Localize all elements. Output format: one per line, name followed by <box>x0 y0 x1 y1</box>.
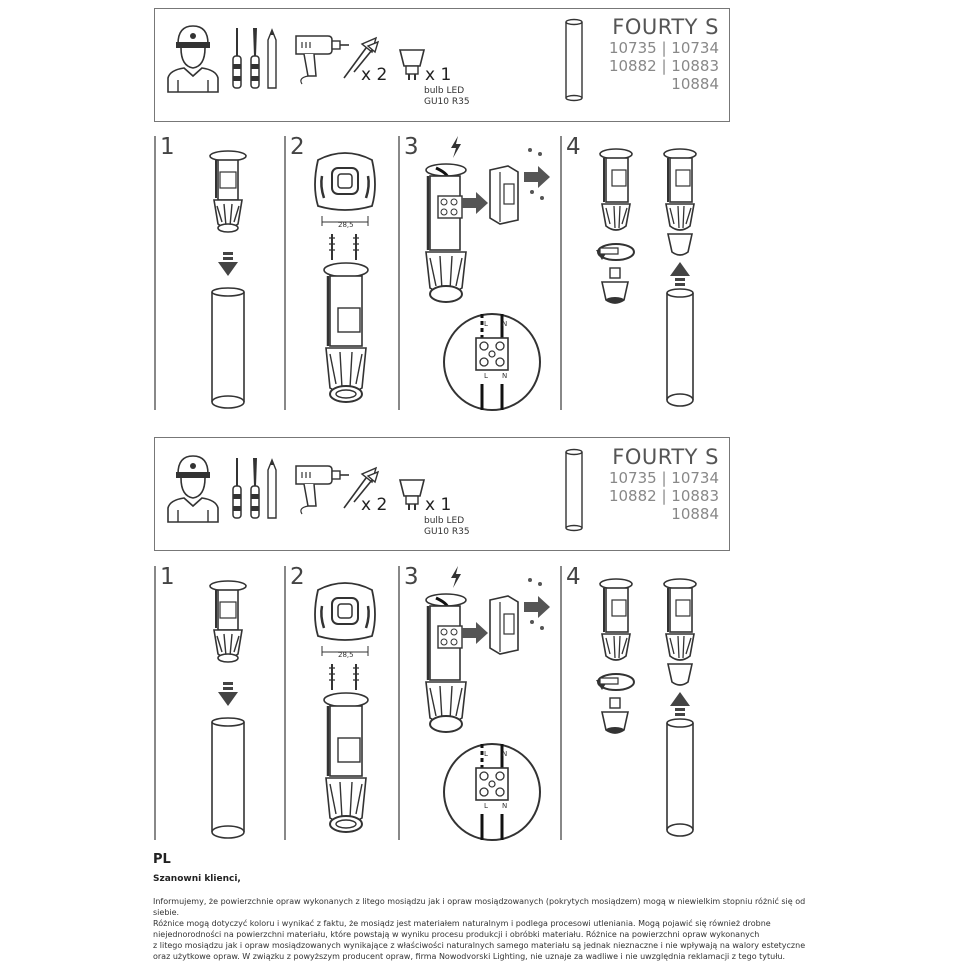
screws-icon <box>524 576 548 636</box>
bulb-icon <box>396 476 428 512</box>
mounting-plate-illustration <box>312 580 378 662</box>
bulb-type: bulb LED <box>424 86 465 96</box>
screwdriver-icon <box>230 458 244 520</box>
bulb-socket: GU10 R35 <box>424 527 470 537</box>
down-arrow-icon <box>216 682 240 708</box>
step-divider <box>284 566 286 840</box>
bulb-icon <box>396 46 428 82</box>
lamp-tube-icon <box>564 448 584 532</box>
down-arrow-icon <box>216 252 240 278</box>
power-off-icon <box>448 136 464 158</box>
step-number: 1 <box>160 564 175 590</box>
terminal-label-l: L <box>484 320 488 328</box>
step-divider <box>154 566 156 840</box>
wiring-illustration <box>418 590 478 750</box>
up-arrow-icon <box>668 692 692 718</box>
notice-line: oraz użytkowe opraw. W związku z powyższym producent opraw, firma Nowodvorski Lighting, nie uznaje za wadliwe i nie uwzględnia reklamacji z tego tytułu. <box>153 952 786 961</box>
step-number: 4 <box>566 134 581 160</box>
bracket-illustration <box>486 594 522 656</box>
language-heading: PL <box>153 852 171 867</box>
fixture-mount-illustration <box>206 148 250 240</box>
anchors-quantity: x 2 <box>361 495 388 515</box>
fixture-assembly-illustration <box>320 228 376 412</box>
bulb-label <box>424 86 470 108</box>
right-arrow-icon <box>462 192 488 214</box>
dimension-label: 28,5 <box>338 221 354 229</box>
bulb-illustration <box>600 268 630 306</box>
screws-icon <box>524 146 548 206</box>
bulb-quantity: x 1 <box>425 65 452 85</box>
right-arrow-icon <box>462 622 488 644</box>
lamp-tube-illustration <box>208 286 248 412</box>
fixture-body-illustration <box>596 146 636 242</box>
step-divider <box>560 566 562 840</box>
notice-greeting: Szanowni klienci, <box>153 874 241 884</box>
anchors-quantity: x 2 <box>361 65 388 85</box>
screwdriver-icon <box>248 458 262 520</box>
notice-line: z litego mosiądzu jak i opraw mosiądzowanych wynikające z właściwości naturalnych samego materiału są jednak nieznaczne i nie wpływają na walory estetyczne <box>153 941 806 950</box>
terminal-label-l: L <box>484 802 488 810</box>
pencil-icon <box>266 460 278 520</box>
rotate-arrow-icon <box>594 240 638 264</box>
step-number: 1 <box>160 134 175 160</box>
step-number: 4 <box>566 564 581 590</box>
model-code-line-3: 10884 <box>671 505 719 523</box>
fixture-assembly-illustration <box>320 658 376 842</box>
step-number: 3 <box>404 564 419 590</box>
notice-paragraph <box>153 896 833 962</box>
model-code-line-1: 10735 | 10734 <box>608 469 719 487</box>
dimension-label: 28,5 <box>338 651 354 659</box>
bracket-illustration <box>486 164 522 226</box>
terminal-label-n: N <box>502 372 508 380</box>
up-arrow-icon <box>668 262 692 288</box>
power-off-icon <box>448 566 464 588</box>
rotate-arrow-icon <box>594 670 638 694</box>
notice-line: niejednorodności na powierzchni materiału, które powstają w wyniku procesu produkcji i obróbki materiału. Różnice na powierzchni opraw wykonanych <box>153 930 760 939</box>
terminal-label-n: N <box>502 750 508 758</box>
notice-line: Informujemy, że powierzchnie opraw wykonanych z litego mosiądzu jak i opraw mosiądzowanych (pokrytych mosiądzem) mogą w niewielkim stopniu różnić się od siebie. <box>153 897 806 917</box>
lamp-tube-icon <box>564 18 584 102</box>
step-divider <box>398 566 400 840</box>
lamp-tube-illustration <box>664 718 696 840</box>
terminal-label-n: N <box>502 320 508 328</box>
notice-line: Różnice mogą dotyczyć koloru i wynikać z faktu, że mosiądz jest materiałem naturalnym i podlega procesowi utleniania. Mogą pojawić się również drobne <box>153 919 771 928</box>
bulb-socket: GU10 R35 <box>424 97 470 107</box>
fixture-with-bulb-illustration <box>660 576 700 694</box>
lamp-tube-illustration <box>664 288 696 410</box>
screwdriver-icon <box>248 28 262 90</box>
step-divider <box>560 136 562 410</box>
step-divider <box>398 136 400 410</box>
step-divider <box>154 136 156 410</box>
model-code-line-1: 10735 | 10734 <box>608 39 719 57</box>
screwdriver-icon <box>230 28 244 90</box>
step-number: 3 <box>404 134 419 160</box>
bulb-type: bulb LED <box>424 516 465 526</box>
terminal-label-l: L <box>484 372 488 380</box>
bulb-illustration <box>600 698 630 736</box>
worker-icon <box>166 452 220 524</box>
model-code-line-3: 10884 <box>671 75 719 93</box>
fixture-mount-illustration <box>206 578 250 670</box>
lamp-tube-illustration <box>208 716 248 842</box>
wiring-illustration <box>418 160 478 320</box>
model-name: FOURTY S <box>612 445 719 469</box>
terminal-block-detail <box>442 312 542 412</box>
pencil-icon <box>266 30 278 90</box>
model-code-line-2: 10882 | 10883 <box>608 57 719 75</box>
terminal-block-detail <box>442 742 542 842</box>
worker-icon <box>166 22 220 94</box>
bulb-label <box>424 516 470 538</box>
model-code-line-2: 10882 | 10883 <box>608 487 719 505</box>
step-number: 2 <box>290 564 305 590</box>
step-divider <box>284 136 286 410</box>
model-name: FOURTY S <box>612 15 719 39</box>
terminal-label-n: N <box>502 802 508 810</box>
bulb-quantity: x 1 <box>425 495 452 515</box>
fixture-body-illustration <box>596 576 636 672</box>
fixture-with-bulb-illustration <box>660 146 700 264</box>
mounting-plate-illustration <box>312 150 378 232</box>
terminal-label-l: L <box>484 750 488 758</box>
step-number: 2 <box>290 134 305 160</box>
